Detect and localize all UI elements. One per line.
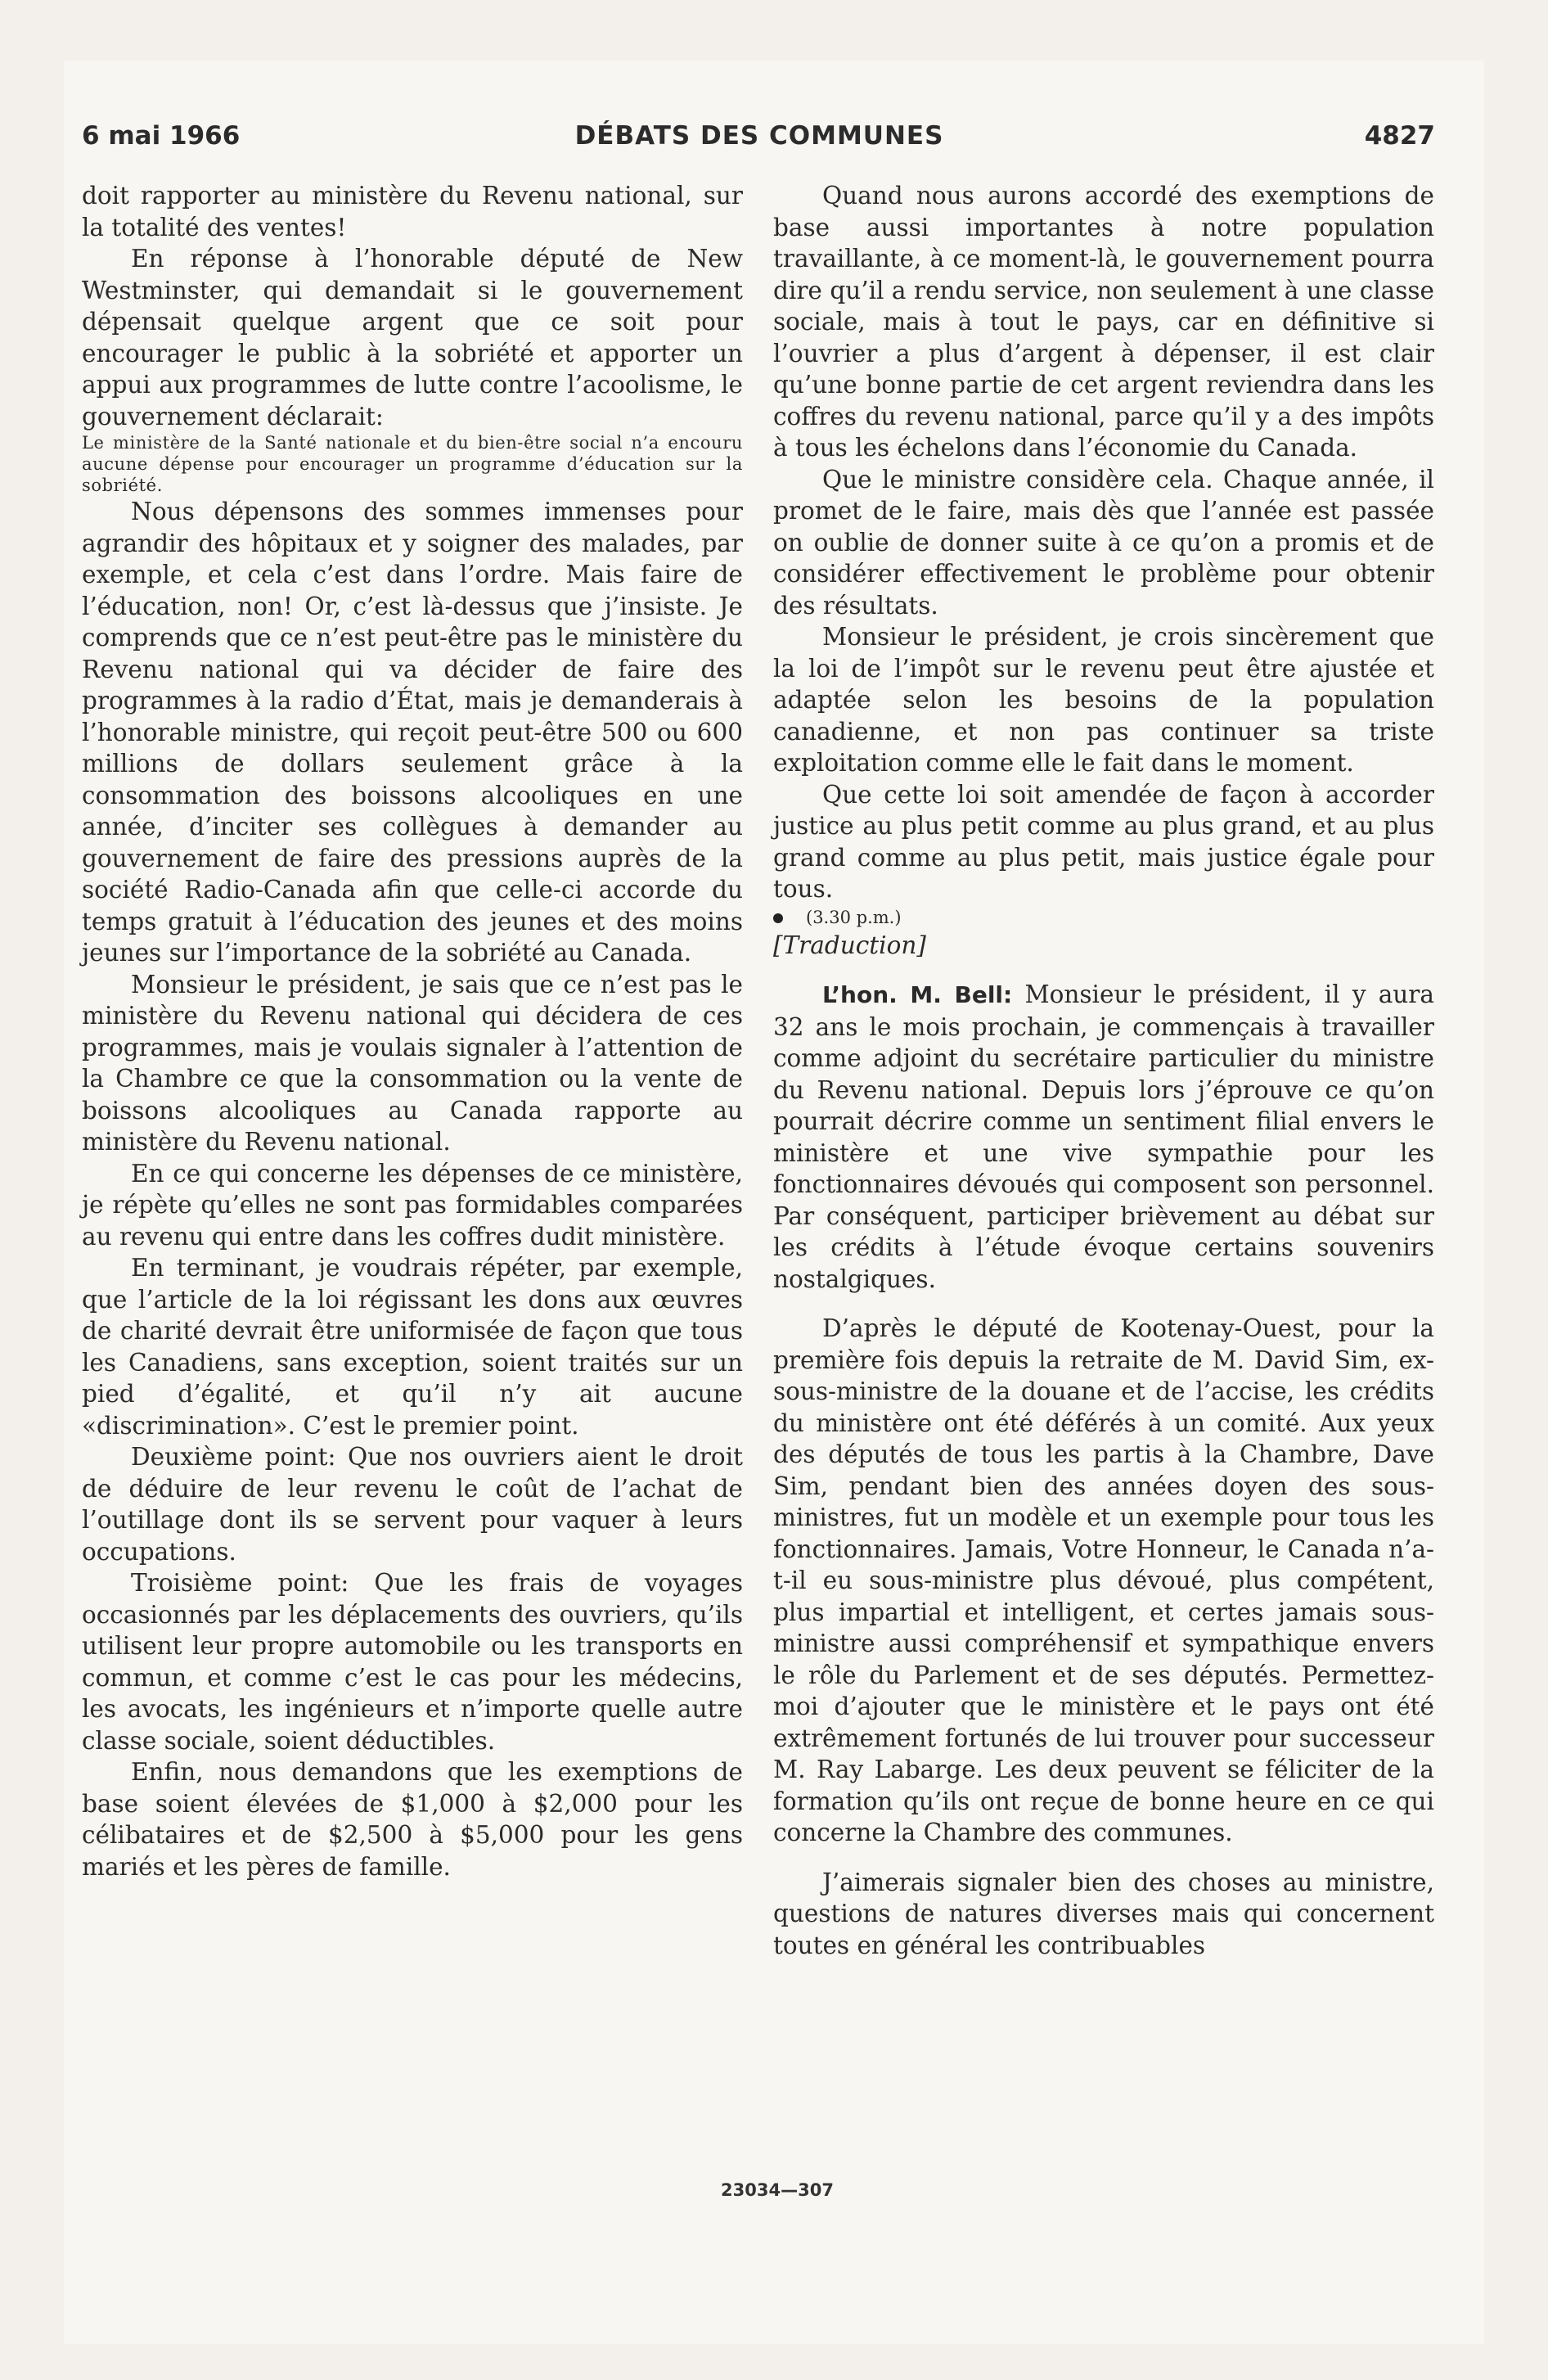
footer-signature: 23034—307 bbox=[721, 2180, 834, 2200]
paragraph: Enfin, nous demandons que les exemptions de base soient élevées de $1,000 à $2,000 pour les célibataires et de $2,500 à $5,000 pour les gens mariés et les pères de famille. bbox=[82, 1758, 743, 1881]
page-number: 4827 bbox=[1364, 121, 1435, 151]
paragraph: D’après le député de Kootenay-Ouest, pour la première fois depuis la retraite de M. David Sim, ex-sous-ministre de la douane et de l’accise, les crédits du ministère ont été déférés à un comité. Aux yeux des députés de tous les partis à la Chambre, Dave Sim, pendant bien des années doyen des sous-ministres, fut un modèle et un exemple pour tous les fonctionnaires. Jamais, Votre Honneur, le Canada n’a-t-il eu sous-ministre plus dévoué, plus compétent, plus impartial et intelligent, et certes jamais sous-ministre aussi compréhensif et sympathique envers le rôle du Parlement et de ses députés. Permettez-moi d’ajouter que le ministère et le pays ont été extrêmement fortunés de lui trouver pour successeur M. Ray Labarge. Les deux peuvent se féliciter de la formation qu’ils ont reçue de bonne heure en ce qui concerne la Chambre des communes. bbox=[773, 1314, 1434, 1846]
paragraph: Que cette loi soit amendée de façon à accorder justice au plus petit comme au plus grand, et au plus grand comme au plus petit, mais justice égale pour tous. bbox=[773, 780, 1434, 903]
paragraph: En réponse à l’honorable député de New Westminster, qui demandait si le gouvernement dépensait quelque argent que ce soit pour encourager le public à la sobriété et apporter un appui aux programmes de lutte contre l’acoolisme, le gouvernement déclarait: bbox=[82, 245, 743, 430]
header-title: DÉBATS DES COMMUNES bbox=[574, 121, 944, 151]
paragraph: Monsieur le président, je crois sincèrement que la loi de l’impôt sur le revenu peut être ajustée et adaptée selon les besoins de la population canadienne, et non pas continuer sa triste exploitation comme elle le fait dans le moment. bbox=[773, 623, 1434, 777]
paragraph: Que le ministre considère cela. Chaque année, il promet de le faire, mais dès que l’année est passée on oublie de donner suite à ce qu’on a promis et de considérer effectivement le problème pour obtenir des résultats. bbox=[773, 465, 1434, 620]
block-quote: Le ministère de la Santé nationale et du bien-être social n’a encouru aucune dépense pour encourager un programme d’éducation sur la sobriété. bbox=[82, 433, 743, 495]
paragraph: Quand nous aurons accordé des exemptions de base aussi importantes à notre population travaillante, à ce moment-là, le gouvernement pourra dire qu’il a rendu service, non seulement à une classe sociale, mais à tout le pays, car en définitive si l’ouvrier a plus d’argent à dépenser, il est clair qu’une bonne partie de cet argent reviendra dans les coffres du revenu national, parce qu’il y a des impôts à tous les échelons dans l’économie du Canada. bbox=[773, 182, 1434, 462]
bullet-icon bbox=[773, 913, 783, 923]
left-column bbox=[82, 180, 743, 1882]
speaker-name: L’hon. M. Bell: bbox=[822, 981, 1013, 1008]
right-column bbox=[773, 180, 1434, 1961]
speaker-paragraph bbox=[773, 979, 1434, 1295]
speaker-text: Monsieur le président, il y aura 32 ans le mois prochain, je commençais à travailler comme adjoint du secrétaire particulier du ministre du Revenu national. Depuis lors j’éprouve ce qu’on pourrait décrire comme un sentiment filial envers le ministère et une vive sympathie pour les fonctionnaires dévoués qui composent son personnel. Par conséquent, participer brièvement au débat sur les crédits à l’étude évoque certains souvenirs nostalgiques. bbox=[773, 980, 1435, 1293]
running-header bbox=[82, 113, 1437, 159]
paragraph: J’aimerais signaler bien des choses au ministre, questions de natures diverses mais qui concernent toutes en général les contribuables bbox=[773, 1868, 1434, 1959]
paragraph: doit rapporter au ministère du Revenu national, sur la totalité des ventes! bbox=[82, 182, 743, 241]
paragraph: Monsieur le président, je sais que ce n’est pas le ministère du Revenu national qui décidera de ces programmes, mais je voulais signaler à l’attention de la Chambre ce que la consommation ou la vente de boissons alcooliques au Canada rapporte au ministère du Revenu national. bbox=[82, 970, 743, 1156]
translation-note: [Traduction] bbox=[773, 931, 926, 959]
time-marker bbox=[773, 905, 1434, 930]
paragraph: En terminant, je voudrais répéter, par exemple, que l’article de la loi régissant les dons aux œuvres de charité devrait être uniformisée de façon que tous les Canadiens, sans exception, soient traités sur un pied d’égalité, et qu’il n’y ait aucune «discrimination». C’est le premier point. bbox=[82, 1254, 743, 1440]
paragraph: Deuxième point: Que nos ouvriers aient le droit de déduire de leur revenu le coût de l’achat de l’outillage dont ils se servent pour vaquer à leurs occupations. bbox=[82, 1443, 743, 1566]
paragraph: Nous dépensons des sommes immenses pour agrandir des hôpitaux et y soigner des malades, par exemple, et cela c’est dans l’ordre. Mais faire de l’éducation, non! Or, c’est là-dessus que j’insiste. Je comprends que ce n’est peut-être pas le ministère du Revenu national qui va décider de faire des programmes à la radio d’État, mais je demanderais à l’honorable ministre, qui reçoit peut-être 500 ou 600 millions de dollars seulement grâce à la consommation des boissons alcooliques en une année, d’inciter ses collègues à demander au gouvernement de faire des pressions auprès de la société Radio-Canada afin que celle-ci accorde du temps gratuit à l’éducation des jeunes et des moins jeunes sur l’importance de la sobriété au Canada. bbox=[82, 498, 743, 967]
time-marker-text: (3.30 p.m.) bbox=[806, 907, 902, 927]
paragraph: Troisième point: Que les frais de voyages occasionnés par les déplacements des ouvriers, qu’ils utilisent leur propre automobile ou les transports en commun, et comme c’est le cas pour les médecins, les avocats, les ingénieurs et n’importe quelle autre classe sociale, soient déductibles. bbox=[82, 1569, 743, 1755]
paragraph: En ce qui concerne les dépenses de ce ministère, je répète qu’elles ne sont pas formidables comparées au revenu qui entre dans les coffres dudit ministère. bbox=[82, 1159, 743, 1251]
header-date: 6 mai 1966 bbox=[82, 121, 241, 151]
